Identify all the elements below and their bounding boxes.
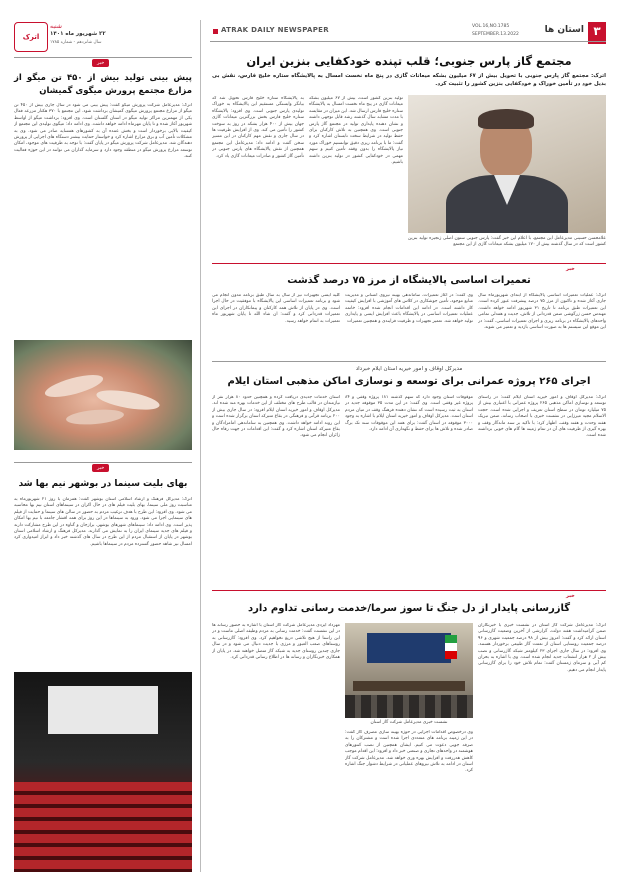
story2-rule (212, 263, 606, 264)
left-story2-headline: بهای بلیت سینما در بوشهر نیم بها شد (18, 479, 188, 489)
issue-number: سال شانزدهم - شماره ۱۷۸۵ (50, 40, 102, 45)
story4-headline: گازرسانی پایدار از دل جنگ تا سوز سرما/خدمت رسانی تداوم دارد (247, 603, 571, 614)
vol-number: VOL.16,NO.1785 (472, 24, 510, 29)
left-story2-text: اترک: مدیرکل فرهنگ و ارشاد اسلامی استان بوشهر گفت: همزمان با روز ۲۱ شهریورماه به مناسبت روز ملی سینما، بهای بلیت فیلم های در حال اکران در سینماهای استان نیم بها محاسبه می شود. وی افزود: این طرح با هدف ترغیب مردم به حضور در سالن های سینما و حمایت از فیلم های سینمایی اجرا می شود. ورود به سینماها در این روز برای همه اقشار جامعه با نیم بها امکان پذیر است. وی ادامه داد: سینماهای شهرهای بوشهر، برازجان و گناوه در این طرح مشارکت دارند و فیلم های جدید سینمای ایران را به نمایش می گذارند. مدیرکل فرهنگ و ارشاد اسلامی استان بوشهر در پایان از استقبال مردم از این طرح در سال های گذشته خبر داد و ابراز امیدواری کرد امسال نیز شاهد حضور گسترده مردم در سینماها باشیم. (14, 497, 192, 547)
story3-col2: موقوفات استان وجود دارد که سهم گذشته ۱۸۱ پروژه وقفی و ۸۴ پروژه غیر وقفی است. وی گفت: در این مدت ۳۵ موقوفه جدید در استان به ثبت رسیده است که نشان دهنده فرهنگ وقف در میان مردم استان است. مدیرکل اوقاف و امور خیریه استان ایلام با اشاره به وجود ۳۰۰۰ موقوفه در استان گفت: برای همه این موقوفات سند تک برگ صادر شده و تلاش ها برای حفظ و نگهداری آن ادامه دارد. (345, 395, 473, 433)
top-story-col2: تولید بنزین کشور است، بیش از ۶۷ میلیون بشکه میعانات گازی در پنج ماه نخست امسال به پالایشگاه ستاره خلیج فارس ارسال شد. این میزان در مقایسه با مدت مشابه سال گذشته رشد قابل توجهی داشته و نشان دهنده پایداری تولید در مجتمع گاز پارس جنوبی است. وی همچنین به تلاش کارکنان برای حفظ تولید در شرایط سخت تابستان اشاره کرد و گفت: ما با برنامه ریزی دقیق توانستیم خوراک مورد نیاز پالایشگاه را بدون وقفه تأمین کنیم و سهم مهمی در خودکفایی کشور در تولید بنزین داشته باشیم. (309, 96, 403, 166)
story4-rule (212, 590, 606, 591)
story3-headline: اجرای ۲۶۵ پروژه عمرانی برای توسعه و نوسازی اماکن مذهبی استان ایلام (227, 376, 591, 387)
left-top-rule (14, 57, 192, 58)
story4-col2: وی درخصوص اقدامات اجرایی در حوزه بهینه سازی مصرف گاز گفت: در این زمینه برنامه های متعددی اجرا شده است و مشترکان را به صرفه جویی دعوت می کنیم. ایشان همچنین از نصب کنتورهای هوشمند در واحدهای تجاری و صنعتی خبر داد و افزود: این اقدام موجب کاهش هدررفت و افزایش بهره وری خواهد شد. مدیرعامل شرکت گاز استان در ادامه به تلاش نیروهای عملیاتی در شرایط دشوار جنگ اشاره کرد. (345, 730, 473, 774)
flag (445, 635, 457, 659)
story2-headline: تعمیرات اساسی پالایشگاه از مرز ۷۵ درصد گذشت (287, 275, 531, 286)
story2-tag: خبر (566, 266, 575, 272)
story3-col3: استان خدمات جدیدی دریافت کرده و همچنین حدود ۸۰ هزار نفر از نیازمندان در قالب طرح های مختلف از این خدمات بهره مند شده اند. مدیرکل اوقاف و امور خیریه استان ایلام افزود: در سال جاری بیش از ۲۰۰ برنامه قرآنی و فرهنگی در بقاع متبرکه استان برگزار شده است و این روند ادامه خواهد داشت. وی همچنین به ساماندهی امامزادگان و بقاع متبرکه استان اشاره کرد و گفت: این اقدامات در جهت رفاه حال زائران انجام می شود. (212, 395, 340, 439)
story2-col3: کلیه ایمنی تجهیزات نیز از سال به سال طبق برنامه مدون انجام می شود و برنامه تعمیرات اساسی این پالایشگاه با موفقیت در حال اجرا است. وی در پایان از تلاش همه کارکنان و پیمانکاران در اجرای این تعمیرات قدردانی کرد و گفت: ان شاء الله تا پایان شهریور ماه تعمیرات به اتمام خواهد رسید. (212, 293, 340, 324)
table (353, 681, 465, 691)
left-story1-headline: پیش بینی تولید بیش از ۴۵۰ تن میگو از مزارع مجتمع پرورش میگوی گمیشان (14, 73, 193, 96)
section-title: استان ها (544, 25, 584, 35)
english-title: ATRAK DAILY NEWSPAPER (221, 26, 329, 34)
title-marker (213, 29, 218, 34)
story3-col1: اترک: مدیرکل اوقاف و امور خیریه استان ایلام گفت: در راستای توسعه و نوسازی اماکن مذهبی ۲۶۵ پروژه عمرانی با اعتباری بیش از ۷۵ میلیارد تومان در سطح استان تعریف و اجرایی شده است. حجت الاسلام مجید میرزایی در نشست خبری با اصحاب رسانه، ضمن تبریک هفته وحدت و هفته وقف، اظهار کرد: با تاکید بر سند ماندگار وقف و بهره گیری از ظرفیت های آن در تمام زمینه ها گام های خوبی برداشته شده است. (478, 395, 606, 439)
portrait-hair (478, 109, 534, 129)
story4-col1: اترک: مدیرعامل شرکت گاز استان در نشست خبری با خبرنگاران ضمن گرامیداشت هفته دولت، گزارشی از آخرین وضعیت گازرسانی استان ارائه کرد و گفت: امروز بیش از ۹۸ درصد جمعیت شهری و ۹۶ درصد جمعیت روستایی استان از نعمت گاز طبیعی برخوردار هستند. وی افزود: در سال جاری اجرای ۲۳ کیلومتر شبکه گازرسانی و نصب بیش از ۲ هزار انشعاب جدید انجام شده است. وی با اشاره به بحران کم آبی و سرمای زمستان گفت: تمام تلاش خود را برای گازرسانی پایدار انجام می دهیم. (478, 623, 606, 673)
top-story-photo (408, 95, 606, 233)
date-en: SEPTEMBER.13.2022 (472, 32, 519, 37)
banner (367, 633, 451, 663)
top-story-caption: علامحسن حسینی مدیرعامل این مجتمع، با اعلام این خبر گفت: پارس جنوبی ستون اصلی زنجیره تولید بنزین کشور است که در سال گذشته بیش از ۱۷۰ میلیون بشکه میعانات گازی از این مجتمع (408, 236, 606, 248)
issue-day: شنبه (50, 23, 62, 30)
story4-photo-caption: نشست خبری مدیرعامل شرکت گاز استان (370, 720, 448, 725)
audience (345, 695, 473, 718)
left-story2-tag: خبر (92, 464, 109, 472)
left-mid-rule (14, 462, 192, 463)
left-story1-text: اترک: مدیرعامل شرکت پرورش میگو گفت: پیش بینی می شود در سال جاری بیش از ۴۵۰ تن میگو از مزارع مجتمع پرورش میگوی گمیشان برداشت شود. این مجتمع با ۳۷۰ هکتار مزرعه فعال یکی از مهمترین مراکز تولید میگو در استان گلستان است. وی افزود: برداشت میگو از اواسط شهریور آغاز شده و تا پایان مهرماه ادامه خواهد داشت. وی ادامه داد: میگوی تولیدی این مجتمع از کیفیت بالایی برخوردار است و بخش عمده آن به کشورهای همسایه صادر می شود. وی به مشکلات تأمین آب و برق مزارع اشاره کرد و خواستار حمایت بیشتر دستگاه های اجرایی از پرورش دهندگان شد. مدیرعامل شرکت پرورش میگو در پایان گفت: با توجه به ظرفیت های موجود، امکان توسعه مزارع پرورش میگو در منطقه وجود دارد و سرمایه گذاران می توانند در این حوزه فعالیت کنند. (14, 103, 192, 160)
story4-tag: خبر (566, 593, 575, 599)
top-story-lead: اترک: مجتمع گاز پارس جنوبی با تحویل بیش از ۶۷ میلیون بشکه میعانات گازی در پنج ماه نخست امسال به پالایشگاه ستاره خلیج فارس، نقش بی بدیل خود در تأمین خوراک و خودکفایی بنزین کشور را تثبیت کرد. (212, 73, 607, 87)
story3-rule (212, 361, 606, 362)
top-story-col1: به پالایشگاه ستاره خلیج فارس تحویل شد که بیانگر وابستگی مستقیم این پالایشگاه به خوراک تولیدی پارس جنوبی است. وی افزود: پالایشگاه ستاره خلیج فارس بخش بزرگترین میعانات گازی جهان بیش از ۴۰۰ هزار بشکه در روز به سوخت کشور را تأمین می کند. وی از افزایش ظرفیت ها در سال جاری و نقش مهم کارکنان در این مسیر سخن گفت و ادامه داد: مدیرعامل این مجتمع همچنین از نقش پالایشگاه های پارس جنوبی در تأمین گاز کشور و صادرات میعانات گازی یاد کرد. (212, 96, 304, 159)
masthead-rule (210, 41, 606, 42)
story4-photo (345, 623, 473, 718)
page-number: ۳ (593, 24, 601, 38)
story4-col3: مهرداد ایزدی مدیرعامل شرکت گاز استان با اشاره به حضور رسانه ها در این نشست گفت: خدمت رسانی به مردم وظیفه اصلی ماست و در این راستا از هیچ تلاشی دریغ نخواهیم کرد. وی افزود: گازرسانی به روستاهای صعب العبور و مرزی با جدیت دنبال می شود و در سال جاری چندین روستای جدید به شبکه گاز متصل خواهند شد. در پایان از همکاری خبرنگاران و رسانه ها در اطلاع رسانی قدردانی کرد. (212, 623, 340, 661)
story2-col1: اترک: عملیات تعمیرات اساسی پالایشگاه از ابتدای شهریورماه سال جاری آغاز شده و تاکنون از مرز ۷۵ درصد پیشرفت عبور کرده است. این تعمیرات طبق برنامه تا تاریخ ۳۱ شهریور ادامه خواهد داشت. مهندس حسن زرگوشی ضمن قدردانی از تلاش، جدیت و همدلی تمامی واحدهای پالایشگاه در برنامه ریزی و اجرای تعمیرات اساسی، گفت: در این موقع این سیستم ها به صورت اساسی بازدید و تعمیر می شوند. (478, 293, 606, 331)
shrimp-1 (43, 371, 105, 402)
story2-col2: وی گفت: در آغاز تعمیرات، ساماندهی بهینه نیروی انسانی و مدیریت منابع موجود، تأمین جوشکاری در کلاس های آموزشی با افزایش کیفیت کار داشته است. در ادامه این اقدامات انجام شده افزود: خاتمه عملیات تعمیرات اساسی در پالایشگاه باعث افزایش ایمنی و پایداری تولید خواهد شد. تعمیر تجهیزات و ظرفیت فرایندی و همچنین تعمیرات (345, 293, 473, 324)
story3-kicker: مدیرکل اوقاف و امور خیریه استان ایلام خبرداد (355, 366, 463, 372)
cinema-seats (14, 782, 192, 872)
cinema-photo (14, 672, 192, 872)
cinema-screen (48, 686, 158, 734)
shrimp-photo (14, 340, 192, 450)
issue-date: ۲۲ شهریور ماه ۱۴۰۱ (50, 31, 106, 37)
column-divider (200, 20, 201, 872)
logo-text: اترک (22, 33, 40, 41)
left-story1-tag: خبر (92, 59, 109, 67)
shrimp-3 (66, 407, 125, 426)
top-story-headline: مجتمع گاز پارس جنوبی؛ قلب تپنده خودکفایی بنزین ایران (246, 54, 572, 68)
logo (14, 22, 48, 52)
